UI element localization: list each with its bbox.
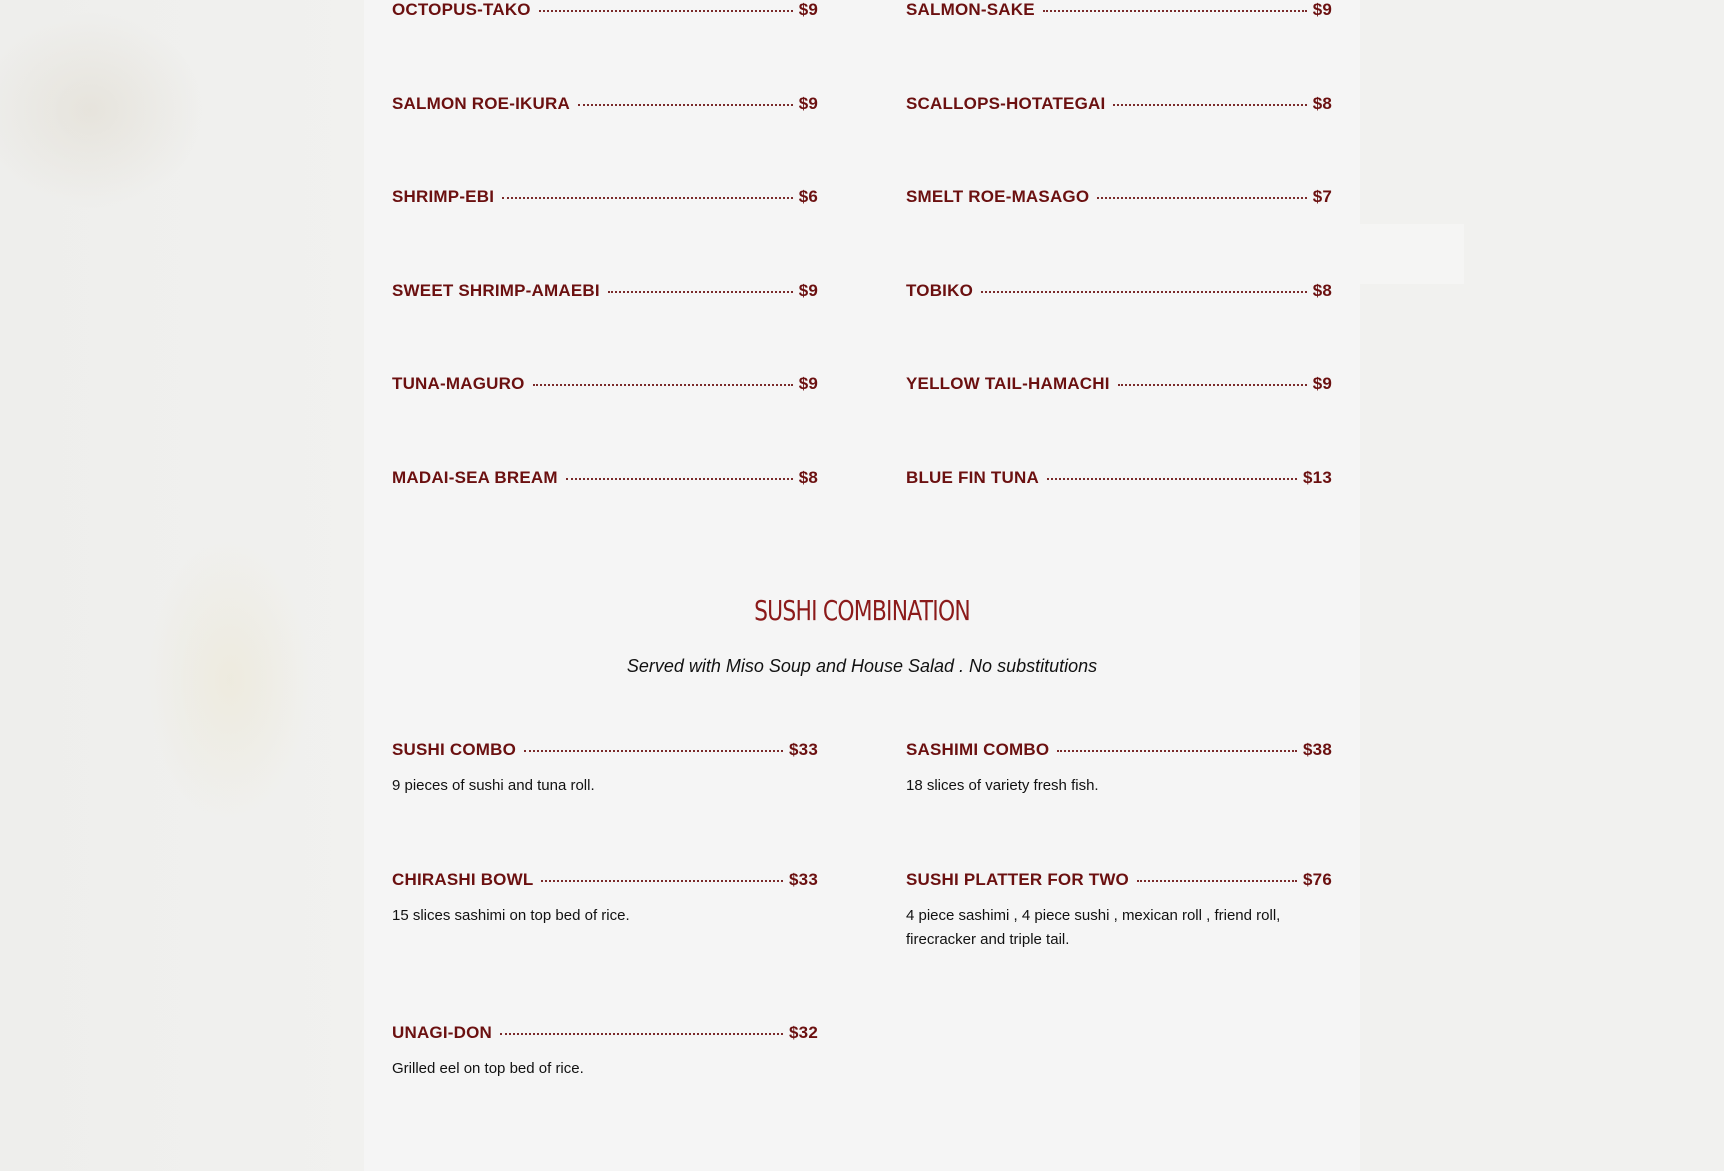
combo-item bbox=[392, 870, 818, 928]
dot-leader bbox=[1137, 880, 1297, 882]
menu-item-price: $76 bbox=[1303, 870, 1332, 889]
menu-item-description: 18 slices of variety fresh fish. bbox=[906, 777, 1099, 794]
dot-leader bbox=[524, 750, 783, 752]
menu-item bbox=[906, 468, 1332, 492]
dot-leader bbox=[1118, 384, 1307, 386]
menu-panel bbox=[364, 0, 1360, 1171]
section-title: SUSHI COMBINATION bbox=[754, 594, 970, 627]
menu-item bbox=[392, 0, 818, 24]
dot-leader bbox=[1047, 478, 1297, 480]
dot-leader bbox=[566, 478, 793, 480]
dot-leader bbox=[502, 197, 793, 199]
combo-item bbox=[906, 740, 1332, 798]
menu-item bbox=[392, 281, 818, 305]
background-right-tab bbox=[1360, 224, 1464, 284]
menu-item-price: $9 bbox=[798, 0, 818, 19]
section-subtitle: Served with Miso Soup and House Salad . No substitutions bbox=[626, 656, 1098, 676]
dot-leader bbox=[608, 291, 793, 293]
menu-item-price: $38 bbox=[1303, 740, 1332, 759]
combo-item bbox=[392, 740, 818, 798]
menu-item bbox=[906, 94, 1332, 118]
menu-item bbox=[392, 94, 818, 118]
dot-leader bbox=[533, 384, 793, 386]
menu-item-description: 15 slices sashimi on top bed of rice. bbox=[392, 907, 630, 924]
dot-leader bbox=[1113, 104, 1306, 106]
menu-item-name: SASHIMI COMBO bbox=[906, 740, 1050, 759]
dot-leader bbox=[1057, 750, 1297, 752]
menu-item-name: BLUE FIN TUNA bbox=[906, 468, 1039, 487]
menu-item-price: $6 bbox=[798, 187, 818, 206]
menu-item-name: UNAGI-DON bbox=[392, 1023, 493, 1042]
menu-item-name: YELLOW TAIL-HAMACHI bbox=[906, 374, 1110, 393]
menu-item-name: SHRIMP-EBI bbox=[392, 187, 495, 206]
menu-item-price: $33 bbox=[789, 740, 818, 759]
menu-item-price: $9 bbox=[1312, 0, 1332, 19]
menu-item-price: $9 bbox=[798, 94, 818, 113]
menu-item-name: TUNA-MAGURO bbox=[392, 374, 525, 393]
menu-item bbox=[392, 374, 818, 398]
menu-item-name: SMELT ROE-MASAGO bbox=[906, 187, 1090, 206]
menu-item bbox=[906, 374, 1332, 398]
menu-item-name: SCALLOPS-HOTATEGAI bbox=[906, 94, 1106, 113]
dot-leader bbox=[1097, 197, 1306, 199]
menu-item-price: $13 bbox=[1303, 468, 1332, 487]
menu-item-name: SALMON ROE-IKURA bbox=[392, 94, 570, 113]
menu-item-price: $9 bbox=[798, 374, 818, 393]
menu-item-price: $33 bbox=[789, 870, 818, 889]
dot-leader bbox=[500, 1033, 783, 1035]
menu-item-price: $9 bbox=[1312, 374, 1332, 393]
dot-leader bbox=[578, 104, 793, 106]
menu-item-price: $8 bbox=[798, 468, 818, 487]
dot-leader bbox=[539, 10, 793, 12]
dot-leader bbox=[1043, 10, 1307, 12]
menu-item-name: MADAI-SEA BREAM bbox=[392, 468, 558, 487]
menu-item-name: SUSHI COMBO bbox=[392, 740, 517, 759]
menu-item-name: SWEET SHRIMP-AMAEBI bbox=[392, 281, 600, 300]
combo-item bbox=[392, 1023, 818, 1081]
menu-item-price: $7 bbox=[1312, 187, 1332, 206]
menu-item bbox=[906, 187, 1332, 211]
menu-item-price: $32 bbox=[789, 1023, 818, 1042]
menu-item bbox=[392, 468, 818, 492]
menu-item-name: OCTOPUS-TAKO bbox=[392, 0, 531, 19]
menu-item-description: 9 pieces of sushi and tuna roll. bbox=[392, 777, 595, 794]
menu-item-name: SUSHI PLATTER FOR TWO bbox=[906, 870, 1129, 889]
background-left-image bbox=[0, 0, 364, 1171]
menu-item-name: CHIRASHI BOWL bbox=[392, 870, 534, 889]
menu-item bbox=[906, 0, 1332, 24]
menu-item-description: 4 piece sashimi , 4 piece sushi , mexican roll , friend roll, firecracker and triple tail. bbox=[906, 907, 1281, 948]
menu-item bbox=[906, 281, 1332, 305]
background-right bbox=[1360, 0, 1724, 1171]
combo-item bbox=[906, 870, 1332, 952]
menu-item-description: Grilled eel on top bed of rice. bbox=[392, 1060, 584, 1077]
dot-leader bbox=[541, 880, 783, 882]
dot-leader bbox=[981, 291, 1307, 293]
menu-item bbox=[392, 187, 818, 211]
menu-item-price: $9 bbox=[798, 281, 818, 300]
menu-item-price: $8 bbox=[1312, 94, 1332, 113]
menu-item-price: $8 bbox=[1312, 281, 1332, 300]
menu-item-name: TOBIKO bbox=[906, 281, 974, 300]
menu-item-name: SALMON-SAKE bbox=[906, 0, 1035, 19]
